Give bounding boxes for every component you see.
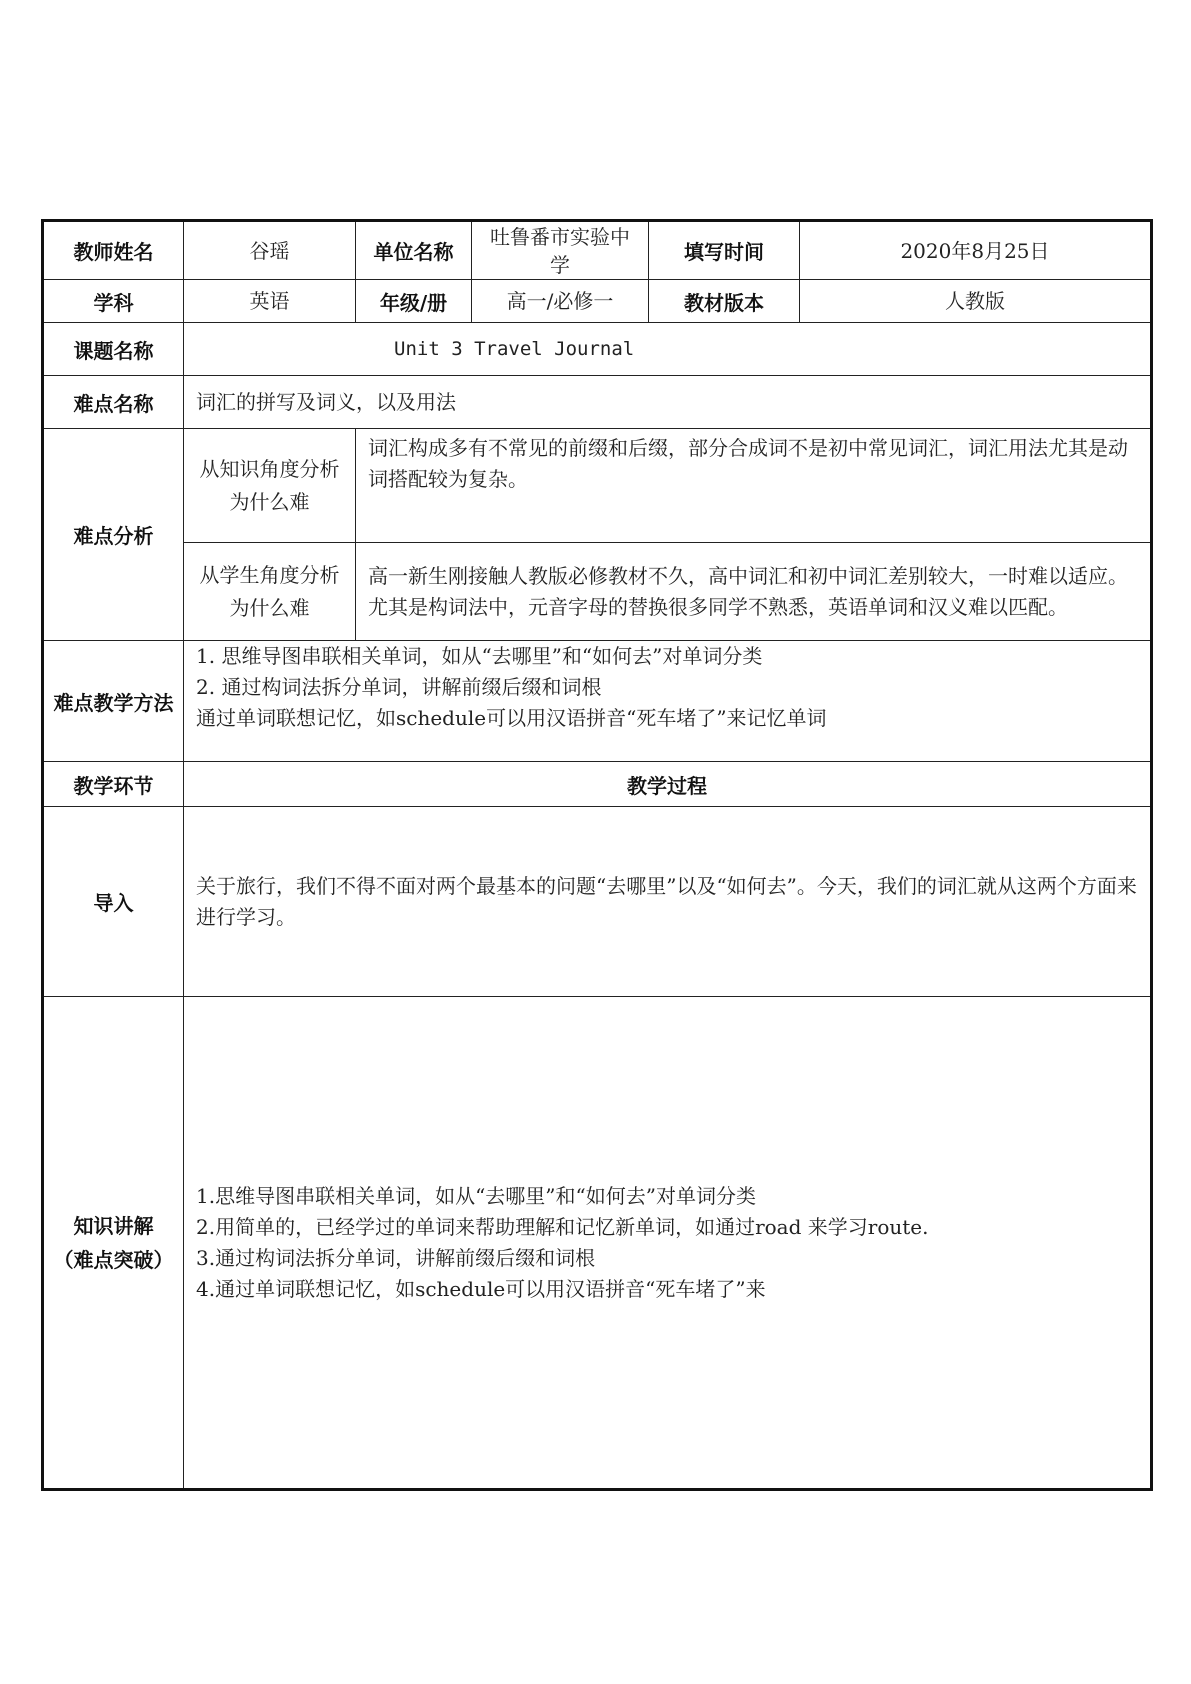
student-angle-label xyxy=(184,543,356,641)
intro-row xyxy=(43,807,1152,997)
knowledge-item: 1.思维导图串联相关单词，如从“去哪里”和“如何去”对单词分类 xyxy=(196,1183,756,1208)
methods-list xyxy=(184,641,1152,762)
teacher-name-value: 谷瑶 xyxy=(184,221,356,280)
knowledge-angle-label-line1: 从知识角度分析 xyxy=(199,456,340,481)
fill-date-value: 2020年8月25日 xyxy=(800,221,1152,280)
intro-label: 导入 xyxy=(43,807,184,997)
difficulty-row xyxy=(43,376,1152,429)
student-angle-label-line1: 从学生角度分析 xyxy=(199,562,340,587)
methods-label: 难点教学方法 xyxy=(43,641,184,762)
header-row-1 xyxy=(43,221,1152,280)
subject-value: 英语 xyxy=(184,280,356,323)
unit-name-label: 单位名称 xyxy=(356,221,472,280)
stage-header-label: 教学环节 xyxy=(43,762,184,807)
knowledge-label-line1: 知识讲解 xyxy=(73,1213,154,1238)
unit-name-value: 吐鲁番市实验中学 xyxy=(472,221,649,280)
knowledge-label-line2: （难点突破） xyxy=(53,1247,174,1272)
topic-label: 课题名称 xyxy=(43,323,184,376)
methods-item: 2. 通过构词法拆分单词，讲解前缀后缀和词根 xyxy=(196,675,602,699)
grade-value: 高一/必修一 xyxy=(472,280,649,323)
knowledge-item: 3.通过构词法拆分单词，讲解前缀后缀和词根 xyxy=(196,1245,596,1270)
teacher-name-label: 教师姓名 xyxy=(43,221,184,280)
knowledge-row xyxy=(43,997,1152,1490)
knowledge-label xyxy=(43,997,184,1490)
methods-item: 通过单词联想记忆，如schedule可以用汉语拼音“死车堵了”来记忆单词 xyxy=(196,706,827,730)
analysis-label: 难点分析 xyxy=(43,429,184,641)
knowledge-item: 2.用简单的，已经学过的单词来帮助理解和记忆新单词，如通过road 来学习route. xyxy=(196,1214,929,1239)
edition-value: 人教版 xyxy=(800,280,1152,323)
knowledge-angle-text: 词汇构成多有不常见的前缀和后缀，部分合成词不是初中常见词汇，词汇用法尤其是动词搭配较为复杂。 xyxy=(356,429,1152,543)
topic-value: Unit 3 Travel Journal xyxy=(184,323,1152,376)
methods-row xyxy=(43,641,1152,762)
lesson-plan-table xyxy=(41,219,1153,1491)
process-header-label: 教学过程 xyxy=(184,762,1152,807)
process-header-row xyxy=(43,762,1152,807)
analysis-row-knowledge xyxy=(43,429,1152,543)
difficulty-value: 词汇的拼写及词义，以及用法 xyxy=(184,376,1152,429)
analysis-row-student xyxy=(43,543,1152,641)
knowledge-angle-label-line2: 为什么难 xyxy=(229,489,310,514)
student-angle-label-line2: 为什么难 xyxy=(229,595,310,620)
topic-row xyxy=(43,323,1152,376)
student-angle-text: 高一新生刚接触人教版必修教材不久，高中词汇和初中词汇差别较大，一时难以适应。尤其是构词法中，元音字母的替换很多同学不熟悉，英语单词和汉义难以匹配。 xyxy=(356,543,1152,641)
knowledge-item: 4.通过单词联想记忆，如schedule可以用汉语拼音“死车堵了”来 xyxy=(196,1276,766,1301)
fill-date-label: 填写时间 xyxy=(649,221,800,280)
difficulty-label: 难点名称 xyxy=(43,376,184,429)
edition-label: 教材版本 xyxy=(649,280,800,323)
header-row-2 xyxy=(43,280,1152,323)
intro-text: 关于旅行，我们不得不面对两个最基本的问题“去哪里”以及“如何去”。今天，我们的词汇就从这两个方面来进行学习。 xyxy=(184,807,1152,997)
grade-label: 年级/册 xyxy=(356,280,472,323)
methods-item: 1. 思维导图串联相关单词，如从“去哪里”和“如何去”对单词分类 xyxy=(196,644,763,668)
subject-label: 学科 xyxy=(43,280,184,323)
knowledge-list xyxy=(184,997,1152,1490)
knowledge-angle-label xyxy=(184,429,356,543)
